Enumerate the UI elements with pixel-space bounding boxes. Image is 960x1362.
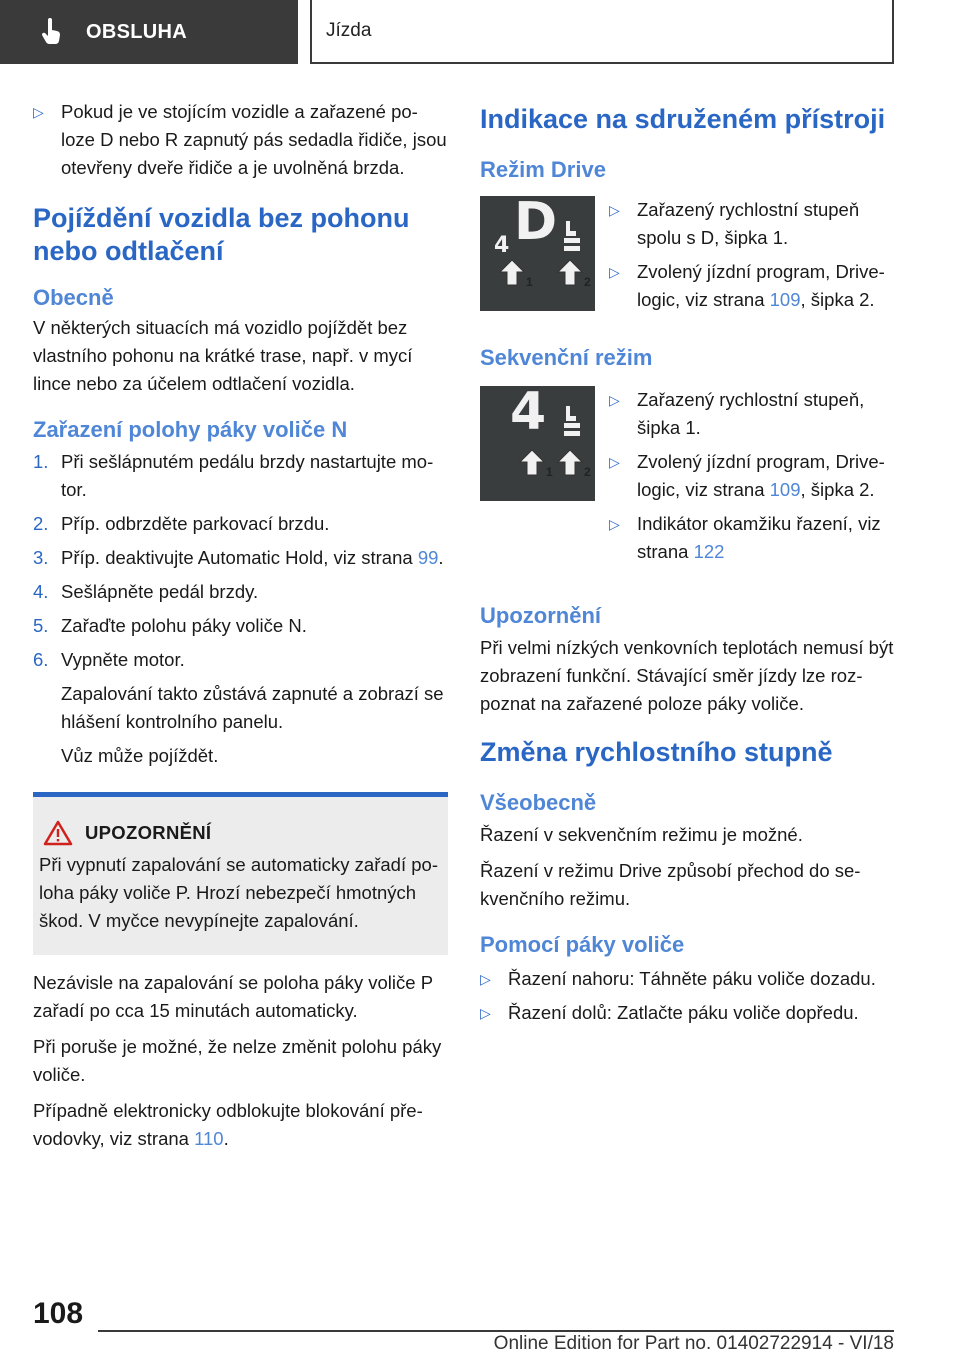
sequential-mode-figure xyxy=(480,386,900,572)
intro-list xyxy=(33,98,448,182)
subheading: Obecně xyxy=(33,285,114,310)
subheading: Upozornění xyxy=(480,603,601,628)
sequential-list xyxy=(609,386,900,572)
arrow-label: 1 xyxy=(546,465,553,479)
footer-divider xyxy=(98,1330,894,1332)
page-link[interactable]: 109 xyxy=(769,289,801,310)
list-item: 6. Vypněte motor. xyxy=(33,649,185,670)
pointing-hand-icon xyxy=(38,18,66,46)
triangle-bullet-icon: ▷ xyxy=(609,264,620,280)
drive-list xyxy=(609,196,900,320)
triangle-bullet-icon: ▷ xyxy=(609,392,620,408)
triangle-bullet-icon: ▷ xyxy=(609,516,620,532)
gear-letter: D xyxy=(514,196,558,252)
subheading: Všeobecně xyxy=(480,790,597,815)
page-number: 108 xyxy=(33,1297,84,1330)
list-item: ▷ Řazení nahoru: Táhněte páku voliče dozadu. xyxy=(480,965,900,993)
page-link[interactable]: 99 xyxy=(417,547,439,568)
list-item: 5. Zařaďte polohu páky voliče N. xyxy=(33,615,307,636)
warning-header xyxy=(39,819,440,847)
section-tab[interactable] xyxy=(0,0,298,64)
warning-box xyxy=(33,792,448,955)
edition-note: Online Edition for Part no. 01402722914 - VI/18 xyxy=(493,1333,894,1354)
list-item: ▷ Pokud je ve stojícím vozidle a zařazené po-loze D nebo R zapnutý pás sedadla řidiče, jsou otevřeny dveře řidiče a je uvolněná brzda. xyxy=(33,98,448,182)
arrow-label: 1 xyxy=(526,275,533,289)
paragraph: Při velmi nízkých venkovních teplotách nemusí být zobrazení funkční. Stávající směr jízdy lze roz-poznat na zařazené poloze páky voliče. xyxy=(480,637,894,714)
left-column xyxy=(33,98,448,1161)
arrow-label: 2 xyxy=(584,275,591,289)
list-item: 3. Příp. deaktivujte Automatic Hold, viz strana 99. xyxy=(33,547,444,568)
subheading: Sekvenční režim xyxy=(480,345,653,370)
lever-list xyxy=(480,965,900,1027)
page-link[interactable]: 109 xyxy=(769,479,801,500)
warning-title: UPOZORNĚNÍ xyxy=(85,822,212,843)
paragraph: Při poruše je možné, že nelze změnit polohu páky voliče. xyxy=(33,1036,442,1085)
triangle-bullet-icon: ▷ xyxy=(609,202,620,218)
paragraph: Řazení v sekvenčním režimu je možné. xyxy=(480,824,803,845)
triangle-bullet-icon: ▷ xyxy=(480,1005,491,1021)
subheading: Režim Drive xyxy=(480,157,606,182)
chapter-header xyxy=(310,0,894,64)
triangle-bullet-icon: ▷ xyxy=(480,971,491,987)
page-link[interactable]: 122 xyxy=(693,541,725,562)
list-item: 1. Při sešlápnutém pedálu brzdy nastartujte mo-tor. xyxy=(33,451,434,500)
gear-digit: 4 xyxy=(510,386,547,442)
steps-list xyxy=(33,448,448,674)
paragraph: Případně elektronicky odblokujte blokování pře-vodovky, viz strana 110. xyxy=(33,1100,423,1149)
list-item: ▷ Zařazený rychlostní stupeň spolu s D, šipka 1. xyxy=(609,196,900,252)
right-column xyxy=(480,98,900,1033)
drive-mode-display-image xyxy=(480,196,595,311)
list-item: ▷ Zvolený jízdní program, Drive-logic, viz strana 109, šipka 2. xyxy=(609,448,900,504)
chapter-title: Jízda xyxy=(326,20,372,41)
list-item: ▷ Zvolený jízdní program, Drive-logic, viz strana 109, šipka 2. xyxy=(609,258,900,314)
sequential-mode-display-image xyxy=(480,386,595,501)
arrow-label: 2 xyxy=(584,465,591,479)
subheading: Zařazení polohy páky voliče N xyxy=(33,417,348,442)
list-item: ▷ Zařazený rychlostní stupeň, šipka 1. xyxy=(609,386,900,442)
paragraph: Zapalování takto zůstává zapnuté a zobrazí se hlášení kontrolního panelu. xyxy=(61,683,444,732)
paragraph: Řazení v režimu Drive způsobí přechod do se-kvenčního režimu. xyxy=(480,860,861,909)
paragraph: Vůz může pojíždět. xyxy=(61,745,219,766)
paragraph: Nezávisle na zapalování se poloha páky voliče P zařadí po cca 15 minutách automaticky. xyxy=(33,972,433,1021)
list-item: 2. Příp. odbrzděte parkovací brzdu. xyxy=(33,513,330,534)
gear-digit: 4 xyxy=(494,233,510,258)
section-heading: Změna rychlostního stupně xyxy=(480,737,833,767)
drive-mode-figure xyxy=(480,196,900,320)
list-item: ▷ Indikátor okamžiku řazení, viz strana 122 xyxy=(609,510,900,566)
list-item: ▷ Řazení dolů: Zatlačte páku voliče dopředu. xyxy=(480,999,900,1027)
section-tab-label: OBSLUHA xyxy=(86,20,187,43)
section-heading: Indikace na sdruženém přístroji xyxy=(480,104,886,134)
section-heading: Pojíždění vozidla bez pohonu nebo odtlačení xyxy=(33,203,410,266)
warning-triangle-icon xyxy=(43,820,73,846)
list-item: 4. Sešlápněte pedál brzdy. xyxy=(33,581,259,602)
warning-text: Při vypnutí zapalování se automaticky zařadí po-loha páky voliče P. Hrozí nebezpečí hmotných škod. V myčce nevypínejte zapalování. xyxy=(39,854,438,931)
subheading: Pomocí páky voliče xyxy=(480,932,685,957)
paragraph: V některých situacích má vozidlo pojíždět bez vlastního pohonu na krátké trase, např. v mycí lince nebo za účelem odtlačení vozidla. xyxy=(33,317,413,394)
drive-mode-indicator-icon xyxy=(480,196,595,311)
page-link[interactable]: 110 xyxy=(194,1128,224,1149)
triangle-bullet-icon: ▷ xyxy=(609,454,620,470)
sequential-mode-indicator-icon xyxy=(480,386,595,501)
triangle-bullet-icon: ▷ xyxy=(33,104,44,120)
